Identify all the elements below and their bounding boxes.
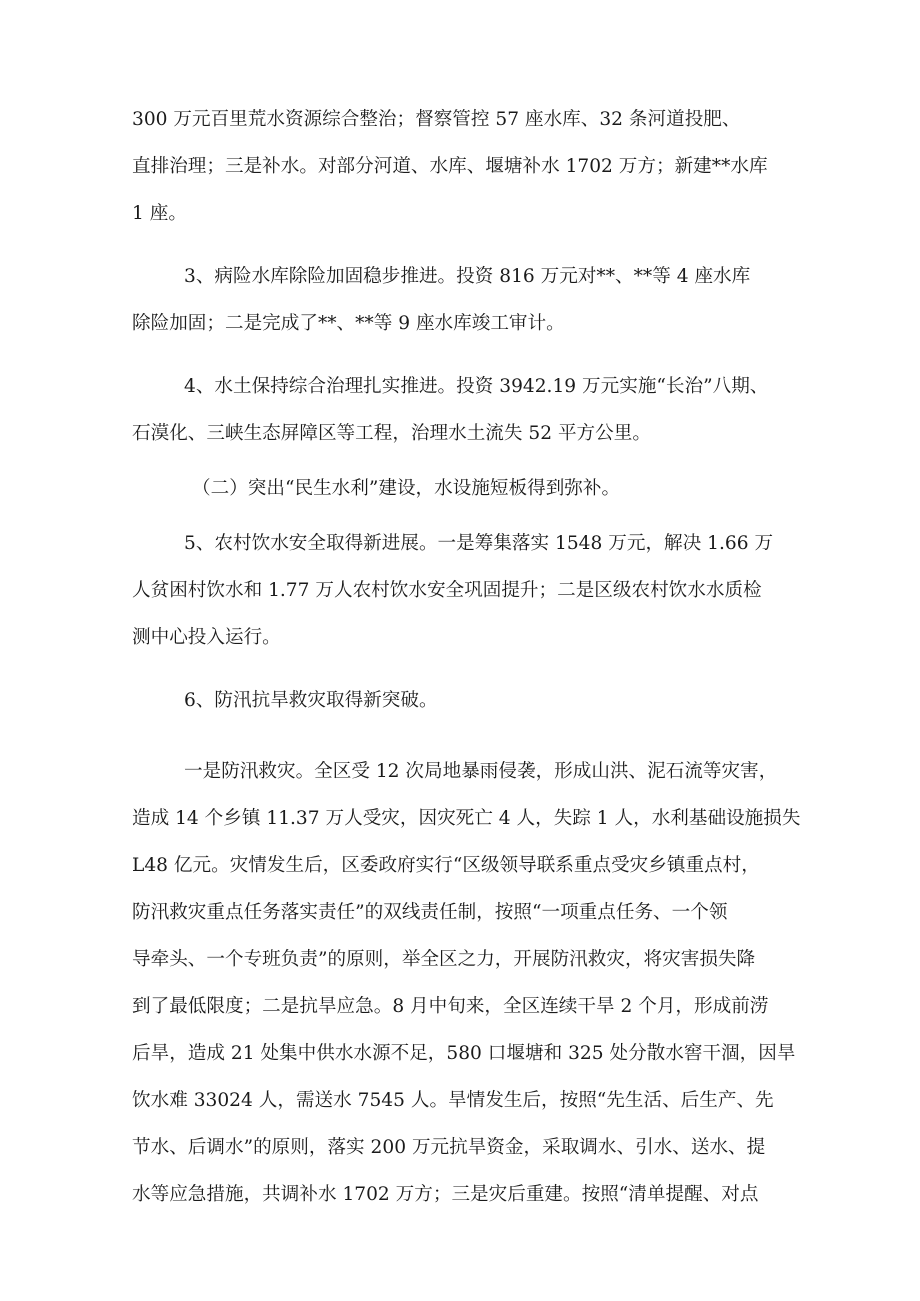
text-line: 6、防汛抗旱救灾取得新突破。: [184, 690, 438, 711]
paragraph-flood-relief: [132, 748, 802, 1218]
text-line: 水等应急措施，共调补水 1702 万方；三是灾后重建。按照“清单提醒、对点: [132, 1184, 759, 1205]
text-line: 石漠化、三峡生态屏障区等工程，治理水土流失 52 平方公里。: [132, 423, 651, 444]
text-line: 4、水土保持综合治理扎实推进。投资 3942.19 万元实施“长治”八期、: [184, 376, 769, 397]
text-line: （二）突出“民生水利”建设，水设施短板得到弥补。: [192, 478, 621, 499]
section-heading-2: [132, 465, 802, 512]
text-line: 饮水难 33024 人，需送水 7545 人。旱情发生后，按照“先生活、后生产、先: [132, 1090, 774, 1111]
text-line: 一是防汛救灾。全区受 12 次局地暴雨侵袭，形成山洪、泥石流等灾害，: [184, 761, 778, 782]
text-line: 造成 14 个乡镇 11.37 万人受灾，因灾死亡 4 人，失踪 1 人，水利基础设施损失: [132, 808, 801, 829]
paragraph-item-3: [132, 253, 802, 347]
text-line: L48 亿元。灾情发生后，区委政府实行“区级领导联系重点受灾乡镇重点村，: [132, 855, 760, 876]
paragraph-item-4: [132, 363, 802, 457]
text-line: 除险加固；二是完成了**、**等 9 座水库竣工审计。: [132, 313, 565, 334]
text-line: 防汛救灾重点任务落实责任”的双线责任制，按照“一项重点任务、一个领: [132, 902, 728, 923]
text-line: 节水、后调水”的原则，落实 200 万元抗旱资金，采取调水、引水、送水、提: [132, 1137, 766, 1158]
text-line: 人贫困村饮水和 1.77 万人农村饮水安全巩固提升；二是区级农村饮水水质检: [132, 580, 762, 601]
text-line: 导牵头、一个专班负责”的原则，举全区之力，开展防汛救灾，将灾害损失降: [132, 949, 756, 970]
text-line: 5、农村饮水安全取得新进展。一是筹集落实 1548 万元，解决 1.66 万: [184, 533, 774, 554]
text-line: 300 万元百里荒水资源综合整治；督察管控 57 座水库、32 条河道投肥、: [132, 109, 741, 130]
text-line: 3、病险水库除险加固稳步推进。投资 816 万元对**、**等 4 座水库: [184, 266, 751, 287]
paragraph-item-5: [132, 520, 802, 661]
text-line: 直排治理；三是补水。对部分河道、水库、堰塘补水 1702 万方；新建**水库: [132, 156, 768, 177]
text-line: 到了最低限度；二是抗旱应急。8 月中旬来，全区连续干旱 2 个月，形成前涝: [132, 996, 769, 1017]
text-line: 测中心投入运行。: [132, 627, 281, 648]
document-body: [132, 96, 802, 1218]
text-line: 1 座。: [132, 203, 187, 224]
paragraph-item-6: [132, 677, 802, 724]
paragraph-continued: [132, 96, 802, 237]
text-line: 后旱，造成 21 处集中供水水源不足，580 口堰塘和 325 处分散水窖干涸，因旱: [132, 1043, 796, 1064]
